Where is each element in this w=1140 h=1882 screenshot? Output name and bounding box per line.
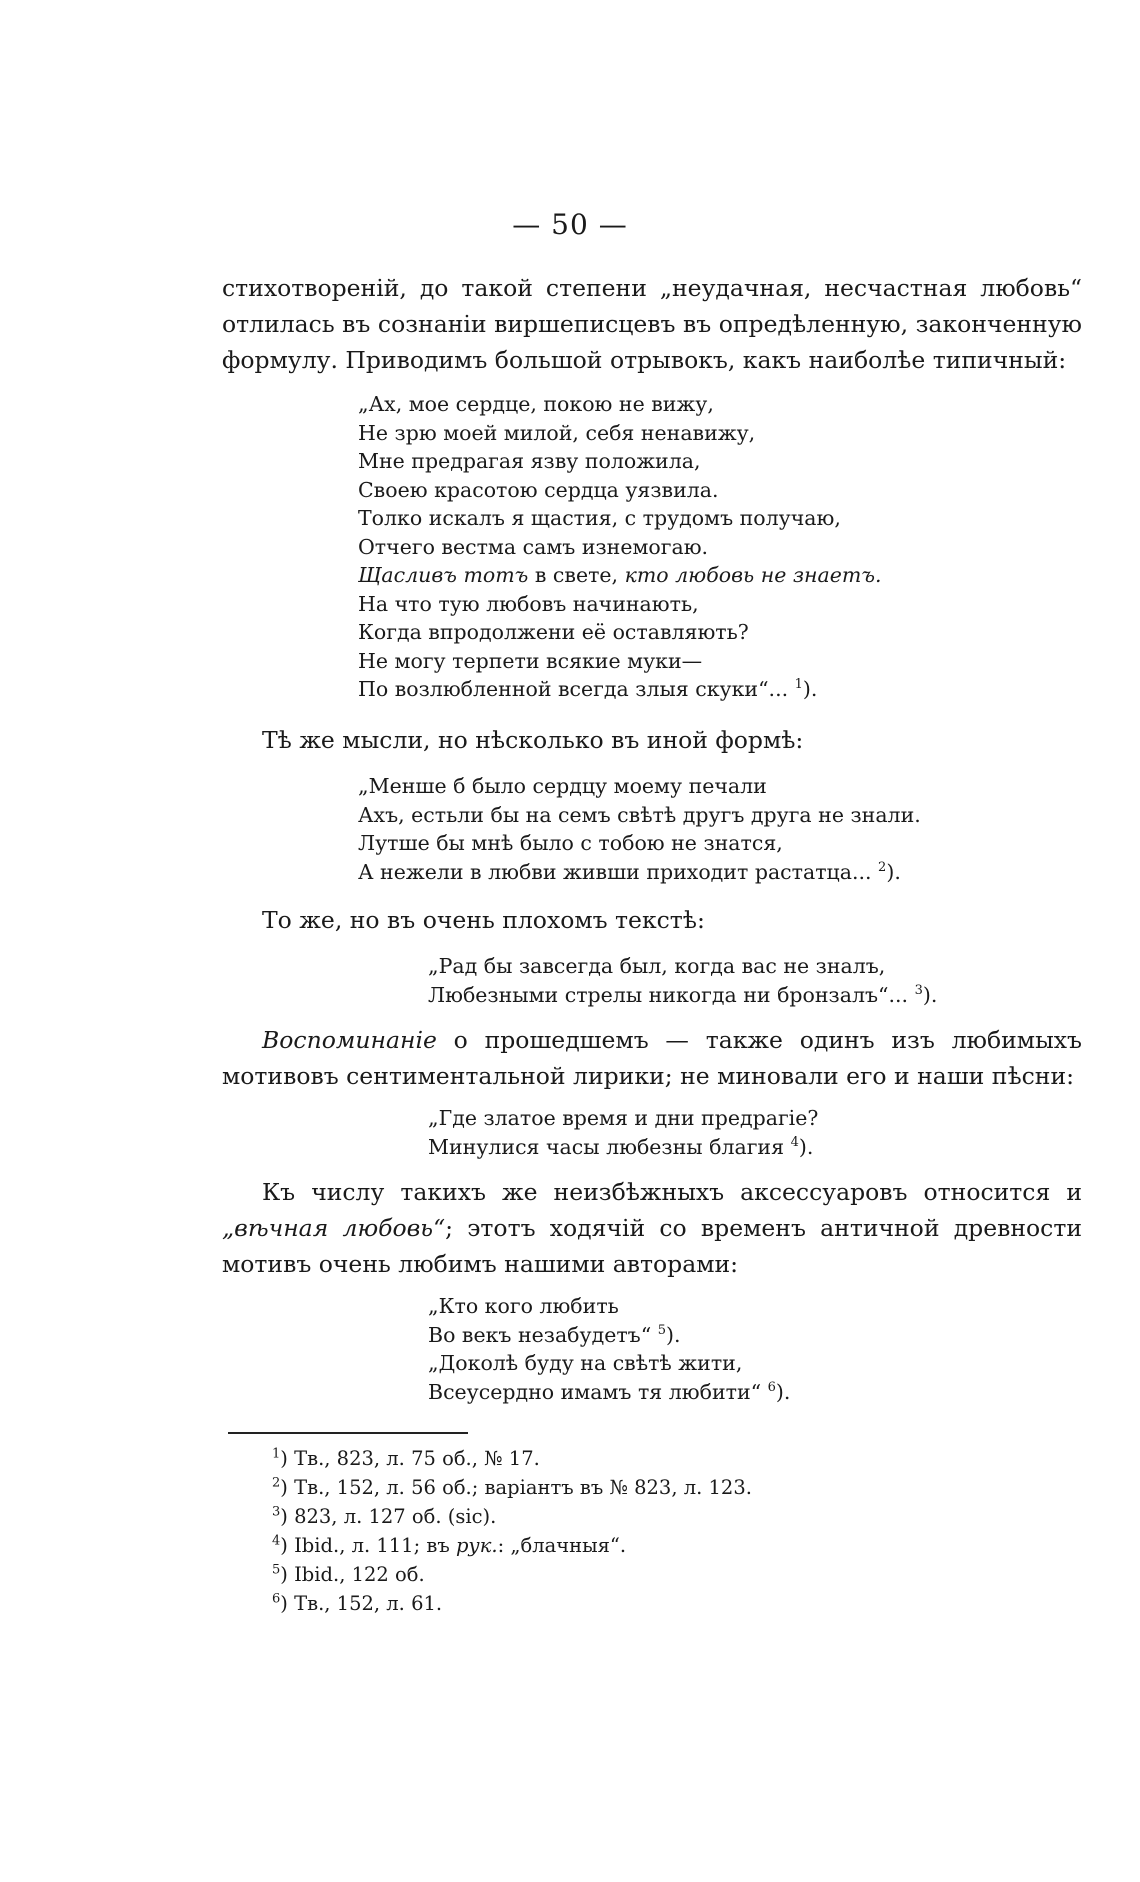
poem-block-4 — [428, 1104, 818, 1161]
footnote-divider — [228, 1432, 468, 1434]
poem-line-text: Всеусердно имамъ тя любити“ — [428, 1379, 762, 1404]
poem-block-1 — [358, 390, 882, 704]
paragraph-text: ; этотъ ходячiй со временъ античной древности мотивъ очень любимъ нашими авторами: — [222, 1214, 1083, 1278]
italic-text: Щасливъ тотъ — [358, 563, 529, 587]
poem-line — [358, 858, 921, 887]
poem-line: На что тую любовъ начинають, — [358, 591, 699, 616]
poem-line — [358, 675, 882, 704]
footnote — [272, 1589, 752, 1618]
paragraph-intro: стихотворенiй, до такой степени „неудачная, несчастная любовь“ отлилась въ сознанiи виршеписцевъ въ опредѣленную, законченную формулу. Приводимъ большой отрывокъ, какъ наиболѣе типичный: — [222, 274, 1082, 374]
poem-tail: ). — [802, 677, 818, 701]
poem-line: Не зрю моей милой, себя ненавижу, — [358, 420, 756, 445]
poem-line-text: Любезными стрелы никогда ни бронзалъ“... — [428, 982, 909, 1007]
italic-term: „вѣчная любовь“ — [222, 1214, 446, 1242]
footnote-text: ) Ibid., 122 об. — [280, 1563, 425, 1586]
poem-line: „Рад бы завсегда был, когда вас не зналъ, — [428, 954, 886, 978]
poem-line — [428, 1378, 790, 1407]
page-number: — 50 — — [512, 208, 628, 241]
footnote-ref: 1 — [794, 677, 803, 693]
poem-line: Лутше бы мнѣ было с тобою не знатся, — [358, 831, 783, 855]
paragraph-text: о прошедшемъ — также одинъ изъ любимыхъ мотивовъ сентиментальной лирики; не миновали его и наши пѣсни: — [222, 1026, 1082, 1090]
poem-line: Не могу терпети всякие муки— — [358, 648, 703, 673]
footnote-ref: 6 — [767, 1379, 776, 1395]
poem-line: Отчего вестма самъ изнемогаю. — [358, 534, 709, 559]
footnote-text: : „блачныя“. — [497, 1534, 627, 1557]
footnote — [272, 1502, 752, 1531]
poem-block-2 — [358, 772, 921, 886]
italic-text: кто любовь не знаетъ. — [624, 563, 882, 587]
footnote-ref: 4 — [790, 1134, 799, 1150]
poem-line — [428, 1321, 790, 1350]
footnote-text: ) Тв., 823, л. 75 об., № 17. — [280, 1447, 540, 1470]
poem-tail: ). — [775, 1379, 791, 1404]
poem-line-emphasis — [358, 561, 882, 590]
poem-line: „Менше б было сердцу моему печали — [358, 774, 767, 798]
footnote-mark: 5 — [272, 1562, 281, 1578]
poem-line: Своею красотою сердца уязвила. — [358, 477, 719, 502]
footnote-mark: 4 — [272, 1533, 281, 1549]
poem-tail: ). — [922, 982, 938, 1007]
poem-line: „Ах, мое сердце, покою не вижу, — [358, 392, 714, 416]
footnote-mark: 6 — [272, 1591, 281, 1607]
plain-text: в свете, — [528, 563, 625, 587]
poem-line: „Кто кого любить — [428, 1294, 619, 1318]
poem-line: Мне предрагая язву положила, — [358, 449, 701, 473]
footnote-italic: рук. — [455, 1534, 498, 1557]
poem-line-text: Во векъ незабудетъ“ — [428, 1322, 652, 1347]
paragraph-text: Къ числу такихъ же неизбѣжныхъ аксессуаровъ относится и — [262, 1178, 1082, 1206]
footnote-ref: 5 — [657, 1322, 667, 1338]
italic-term: Воспоминанiе — [262, 1026, 437, 1054]
footnote-text: ) Тв., 152, л. 56 об.; варiантъ въ № 823, л. 123. — [280, 1476, 752, 1499]
poem-line-text: А нежели в любви живши приходит растатца... — [358, 859, 872, 884]
footnote-ref: 2 — [878, 859, 887, 875]
poem-line-text: Минулися часы любезны благия — [428, 1134, 785, 1159]
paragraph-same-thoughts: Тѣ же мысли, но нѣсколько въ иной формѣ: — [262, 726, 804, 754]
poem-tail: ). — [798, 1134, 814, 1159]
footnote-text: ) 823, л. 127 об. (sic). — [280, 1505, 497, 1528]
poem-line: Толко искалъ я щастия, с трудомъ получаю, — [358, 506, 841, 530]
poem-line: Когда впродолжени её оставляють? — [358, 620, 749, 644]
footnote-mark: 1 — [272, 1446, 281, 1462]
poem-tail: ). — [666, 1322, 681, 1347]
footnote — [272, 1473, 752, 1502]
footnote-text: ) Тв., 152, л. 61. — [280, 1592, 443, 1615]
footnotes — [272, 1444, 752, 1618]
poem-block-5 — [428, 1292, 790, 1406]
footnote-mark: 3 — [272, 1504, 281, 1520]
poem-line — [428, 1133, 818, 1162]
footnote — [272, 1531, 752, 1560]
poem-line — [428, 981, 937, 1010]
footnote-text: ) Ibid., л. 111; въ — [280, 1534, 456, 1557]
poem-line: „Где златое время и дни предрагiе? — [428, 1106, 819, 1130]
poem-line-text: По возлюбленной всегда злыя скуки“... — [358, 677, 789, 701]
poem-tail: ). — [886, 859, 901, 884]
poem-line: Ахъ, естьли бы на семъ свѣтѣ другъ друга не знали. — [358, 802, 921, 827]
footnote-ref: 3 — [914, 982, 923, 998]
footnote-mark: 2 — [272, 1475, 281, 1491]
paragraph-remembrance — [222, 1022, 1082, 1094]
footnote — [272, 1444, 752, 1473]
footnote — [272, 1560, 752, 1589]
poem-line: „Доколѣ буду на свѣтѣ жити, — [428, 1351, 743, 1375]
paragraph-bad-text: То же, но въ очень плохомъ текстѣ: — [262, 906, 705, 934]
paragraph-eternal-love — [222, 1174, 1082, 1282]
poem-block-3 — [428, 952, 937, 1009]
